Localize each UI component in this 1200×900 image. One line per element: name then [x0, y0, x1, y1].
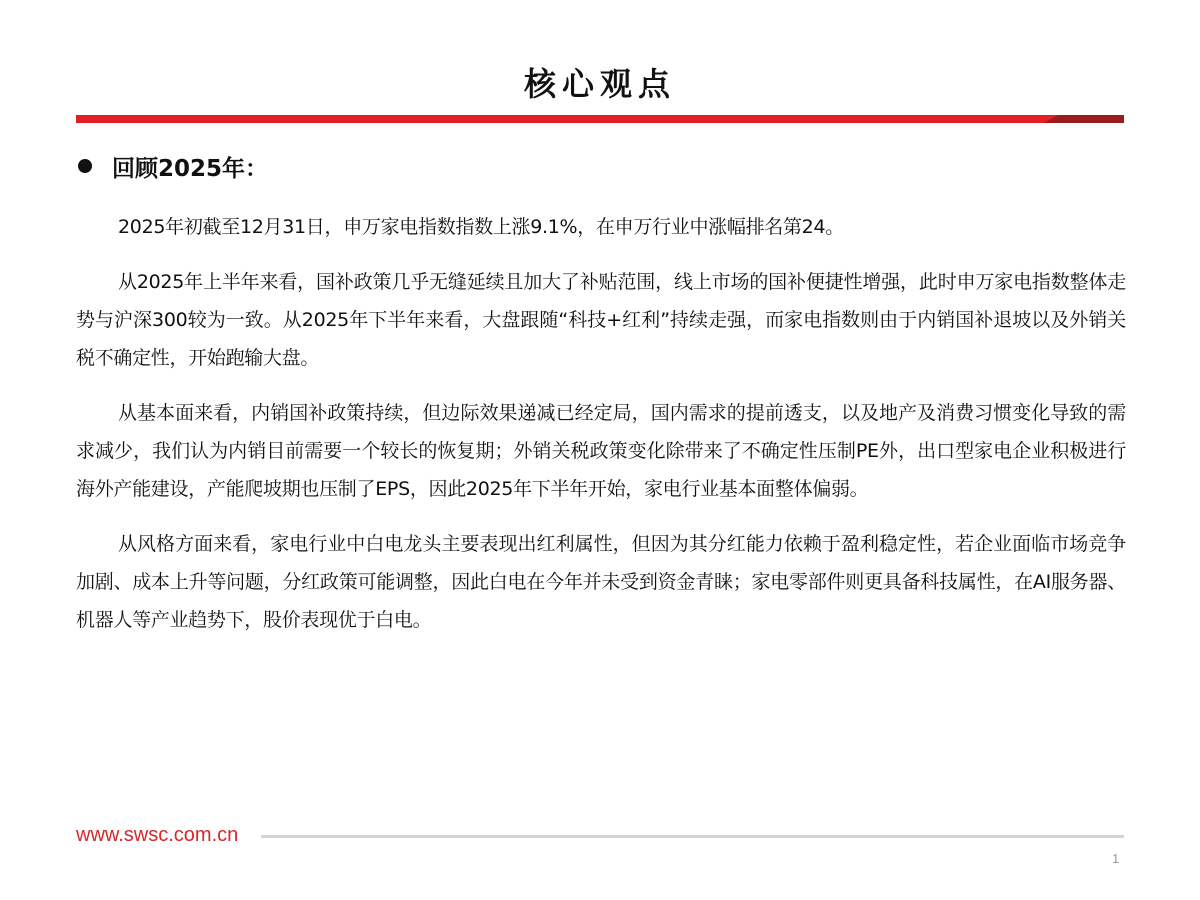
paragraph-fundamentals: 从基本面来看，内销国补政策持续，但边际效果递减已经定局，国内需求的提前透支，以及地产及消费习惯变化导致的需求减少，我们认为内销目前需要一个较长的恢复期；外销关税政策变化除带来了不确定性压制PE外，出口型家电企业积极进行海外产能建设，产能爬坡期也压制了EPS，因此2025年下半年开始，家电行业基本面整体偏弱。 — [76, 402, 1126, 500]
body-content — [76, 208, 1126, 656]
page-title: 核心观点 — [523, 65, 676, 103]
page-number: 1 — [1112, 851, 1120, 866]
section-heading: 回顾2025年： — [112, 155, 269, 182]
bullet-dot-icon — [78, 159, 92, 173]
title-underline-accent — [1044, 115, 1124, 123]
section-header — [78, 148, 268, 184]
footer-website-link[interactable]: www.swsc.com.cn — [76, 824, 239, 846]
footer-divider — [261, 835, 1124, 838]
paragraph-style: 从风格方面来看，家电行业中白电龙头主要表现出红利属性，但因为其分红能力依赖于盈利稳定性，若企业面临市场竞争加剧、成本上升等问题，分红政策可能调整，因此白电在今年并未受到资金青睐；家电零部件则更具备科技属性，在AI服务器、机器人等产业趋势下，股价表现优于白电。 — [76, 533, 1126, 631]
paragraph-half-year-review: 从2025年上半年来看，国补政策几乎无缝延续且加大了补贴范围，线上市场的国补便捷性增强，此时申万家电指数整体走势与沪深300较为一致。从2025年下半年来看，大盘跟随“科技+红利”持续走强，而家电指数则由于内销国补退坡以及外销关税不确定性，开始跑输大盘。 — [76, 271, 1126, 369]
paragraph-performance: 2025年初截至12月31日，申万家电指数指数上涨9.1%，在申万行业中涨幅排名第24。 — [118, 216, 844, 238]
title-underline-bar — [76, 115, 1124, 123]
